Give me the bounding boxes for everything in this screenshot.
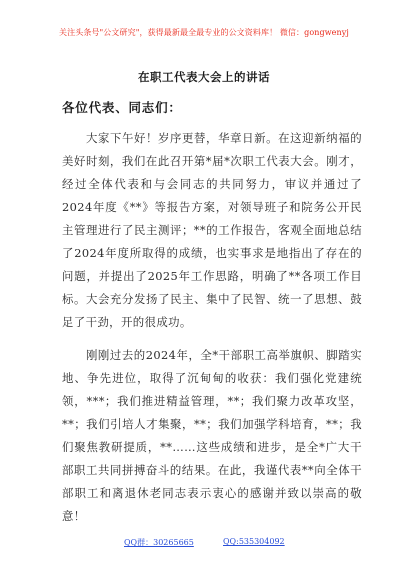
salutation: 各位代表、同志们： bbox=[62, 100, 182, 115]
document-title: 在职工代表大会上的讲话 bbox=[138, 70, 270, 84]
qq-contact-link[interactable]: QQ:535304092 bbox=[223, 537, 285, 546]
header-promo-note: 关注头条号"公文研究"，获得最新最全最专业的公文资料库！ 微信：gongwenyj bbox=[59, 28, 349, 37]
qq-group-link[interactable]: QQ群：30265665 bbox=[124, 538, 194, 547]
body-paragraph-2: 刚刚过去的2024年，全*干部职工高举旗帜、脚踏实地、争先进位，取得了沉甸甸的收获：我们强化党建统领，***；我们推进精益管理，**；我们聚力改革攻坚，**；我们引培人才集聚，**；我们加强学科培育，**；我们聚焦教研提质，**……这些成绩和进步，是全*广大干部职工共同拼搏奋斗的结果。在此，我谨代表**向全体干部职工和离退休老同志表示衷心的感谢并致以崇高的敬意！ bbox=[62, 348, 362, 523]
body-paragraph-1: 大家下午好！岁序更替，华章日新。在这迎新纳福的美好时刻，我们在此召开第*届*次职工代表大会。刚才，经过全体代表和与会同志的共同努力，审议并通过了2024年度《**》等报告方案，对领导班子和院务公开民主管理进行了民主测评；**的工作报告，客观全面地总结了2024年度所取得的成绩，也实事求是地指出了存在的问题，并提出了2025年工作思路，明确了**各项工作目标。大会充分发扬了民主、集中了民智、统一了思想、鼓足了干劲，开的很成功。 bbox=[62, 131, 362, 329]
